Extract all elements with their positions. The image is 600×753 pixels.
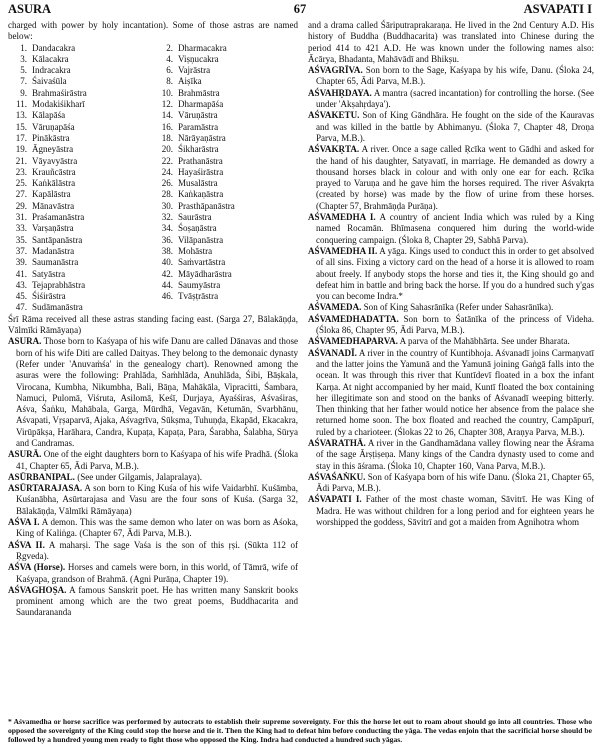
dictionary-entry <box>308 212 594 246</box>
astra-number: 6. <box>166 65 173 76</box>
left-column <box>8 20 298 619</box>
entry-text: A son born to King Kuśa of his wife Vaidarbhī. Kuśāmba, Kuśanābha, Asūrtarajasa and Vasu are the four sons of Kuśa. (Sarga 32, Bālakāṇḍa, Vālmīki Rāmāyaṇa) <box>16 483 298 516</box>
astra-name: Nārāyaṇāstra <box>178 132 226 143</box>
astra-name: Prasthāpanāstra <box>178 200 235 211</box>
astra-name: Vilāpanāstra <box>178 234 224 245</box>
astra-list-item <box>156 76 298 87</box>
astra-name: Vāruṇāstra <box>178 110 218 121</box>
entry-text: Son born to the Sage, Kaśyapa by his wife, Danu. (Śloka 24, Chapter 65, Ādi Parva, M.B.). <box>316 65 594 87</box>
entry-headword: AŚVAGHOṢA. <box>8 584 67 595</box>
astra-name: Tvāṣṭrāstra <box>178 291 219 302</box>
dictionary-entry <box>8 585 298 619</box>
astra-name: Madanāstra <box>32 245 75 256</box>
astra-number: 14. <box>161 110 173 121</box>
astra-name: Sudāmanāstra <box>32 302 83 313</box>
astra-number: 28. <box>161 189 173 200</box>
page-header <box>8 2 592 18</box>
entry-headword: AŚVAKETU. <box>308 110 360 121</box>
astra-name: Śikharāstra <box>178 144 219 155</box>
footnote: * Aśvamedha or horse sacrifice was performed by autocrats to establish their supreme sovereignty. For this the horse let out to roam about should go into all countries. Those who opposed the sovereignty of the King could stop the horse and tie it. Then the King had to defeat him before conducting the yāga. The vedas enjoin that the sacrificial horse should be followed by a hundred young men ready to fight those who opposed the King. Indra had conducted a hundred such yāgas. <box>8 717 592 744</box>
astra-list-item <box>10 269 152 280</box>
astra-number: 11. <box>16 99 27 110</box>
entry-headword: AŚVA II. <box>8 539 45 550</box>
left-entries <box>8 336 298 618</box>
astra-list-item <box>10 156 152 167</box>
astra-number: 23. <box>15 166 27 177</box>
astra-name: Musalāstra <box>178 178 218 189</box>
dictionary-entry <box>308 246 594 302</box>
astra-name: Māyādharāstra <box>178 268 232 279</box>
astra-number: 12. <box>161 99 173 110</box>
astra-number: 4. <box>166 53 173 64</box>
astra-number: 7. <box>20 76 27 87</box>
astra-list-item <box>156 246 298 257</box>
astra-number: 36. <box>161 234 173 245</box>
astra-name: Kaṅkālāstra <box>32 178 76 189</box>
entry-headword: AŚVAHṚDAYA. <box>308 87 372 98</box>
astra-number: 21. <box>15 155 27 166</box>
entry-text: Horses and camels were born, in this world, of Tāmrā, wife of Kaśyapa, grandson of Brahmā. (Agni Purāṇa, Chapter 19). <box>16 562 298 584</box>
entry-headword: AŚVARATHĀ. <box>308 437 366 448</box>
astra-list-item <box>156 144 298 155</box>
astra-list-item <box>10 189 152 200</box>
astra-list-item <box>10 167 152 178</box>
astra-number: 35. <box>15 234 27 245</box>
dictionary-entry <box>308 110 594 144</box>
astra-number: 41. <box>15 268 27 279</box>
dictionary-entry <box>308 336 594 347</box>
astra-name: Mohāstra <box>178 245 213 256</box>
entry-headword: AŚVAMEDA. <box>308 302 362 313</box>
astra-list-item <box>10 88 152 99</box>
astra-list-item <box>10 291 152 302</box>
astra-name: Śoṣaṇāstra <box>178 223 217 234</box>
astra-name: Paramāstra <box>178 121 219 132</box>
astra-name: Kaṅkaṇāstra <box>178 189 224 200</box>
astra-number: 27. <box>15 189 27 200</box>
entry-text: A mantra (sacred incantation) for controlling the horse. (See under 'Akṣahṛdaya'). <box>316 87 594 110</box>
astra-name: Indracakra <box>32 65 71 76</box>
entry-text: (See under Gilgamis, Jalapralaya). <box>74 471 203 482</box>
entry-text: A yāga. Kings used to conduct this in order to get absolved of all sins. Fixing a victory card on the head of a horse it is allowed to roam about freely. If anybody stops the horse and ties it, the King should go and defeat him in battle and bring back the horse. If you do a hundred such y'gas you can become Indra.* <box>316 245 594 302</box>
dictionary-entry <box>308 494 594 528</box>
dictionary-entry <box>8 517 298 540</box>
astra-name: Dandacakra <box>32 42 76 53</box>
astra-list-item <box>156 99 298 110</box>
astra-number: 29. <box>15 200 27 211</box>
astra-name: Śaivaśūla <box>32 76 67 87</box>
astra-number: 22. <box>161 155 173 166</box>
astra-number: 40. <box>161 257 173 268</box>
entry-text: Son of King Gāndhāra. He fought on the side of the Kauravas and was killed in the battle by Abhimanyu. (Śloka 7, Chapter 48, Droṇa Parva, M.B.). <box>316 110 594 143</box>
astra-number: 5. <box>20 65 27 76</box>
astra-list-item <box>156 88 298 99</box>
astra-number: 15. <box>15 121 27 132</box>
astra-number: 44. <box>161 279 173 290</box>
astra-list-item <box>10 110 152 121</box>
dictionary-entry <box>308 348 594 438</box>
astra-list <box>10 43 298 314</box>
dictionary-entry <box>8 472 298 483</box>
header-left-guide-word: ASURA <box>8 2 52 16</box>
astra-number: 26. <box>161 178 173 189</box>
dictionary-entry <box>308 472 594 495</box>
astra-name: Śiśirāstra <box>32 291 66 302</box>
astra-number: 45. <box>15 291 27 302</box>
astra-number: 8. <box>166 76 173 87</box>
entry-text: Son of King Sahasrānīka (Refer under Sahasrānīka). <box>361 302 554 313</box>
astra-name: Tejaprabhāstra <box>32 279 86 290</box>
astra-list-item <box>10 178 152 189</box>
astra-list-item <box>10 144 152 155</box>
astra-list-item <box>10 133 152 144</box>
astra-name: Brahmaśirāstra <box>32 87 87 98</box>
astra-number: 33. <box>15 223 27 234</box>
astra-number: 39. <box>15 257 27 268</box>
astra-list-item <box>10 99 152 110</box>
dictionary-entry <box>308 438 594 472</box>
entry-headword: AŚVAŚAṄKU. <box>308 471 366 482</box>
dictionary-entry <box>8 562 298 585</box>
entry-headword: ASURA. <box>8 336 42 347</box>
astra-number: 2. <box>166 42 173 53</box>
entry-text: Those born to Kaśyapa of his wife Danu are called Dānavas and those born of his wife Diti are called Daityas. They belong to the demonaic dynasty (Refer under 'Anuvaṁśa' in the genealogy chart). Renowned among the asuras were the following: Prahlāda, Saṁhlāda, Anuhlāda, Śibi, Bāṣkala, Virocana, Kumbha, Nikumbha, Bali, Bāṇa, Mahākāla, Vipracitti, Śambara, Namuci, Pulomā, Viśruta, Asilomā, Keśī, Durjaya, Ayaśśiras, Aśvaśiras, Aśva, Śaṅku, Mahābala, Gargа, Mūrdhā, Vegavān, Ketumān, Svarbhānu, Aśvapati, Vṛṣaparvā, Ajaka, Aśvagrīva, Sūkṣma, Tuhuṇḍa, Ekapād, Ekacakra, Virūpākṣa, Harāhara, Candra, Kupaṭa, Kapaṭa, Para, Śarabha, Śalabha, Sūrya and Candramas. <box>16 336 298 448</box>
astra-number: 19. <box>15 144 27 155</box>
astra-number: 25. <box>15 178 27 189</box>
astra-name: Vāyavyāstra <box>32 155 78 166</box>
dictionary-entry <box>8 449 298 472</box>
astra-number: 37. <box>15 245 27 256</box>
astra-number: 10. <box>161 87 173 98</box>
astra-name: Santāpanāstra <box>32 234 83 245</box>
entry-text: A river in the country of Kuntibhoja. Aśvanadī joins Carmaṇvatī and the latter joins the Yamunā and the Yamunā joining Gaṅgā falls into the ocean. It was through this river that Kuntīdevī floated in a box the infant Karṇa. At night accompanied by her maid, Kuntī floated the box containing her illegitimate son and stood on the banks of Aśvanadī weeping bitterly. Then thinking that her father would notice her absence from the palace she returned home soon. The box floated and reached the country, Campāpurī, ruled by a charioteer. (Ślokas 22 to 26, Chapter 308, Araṇya Parva, M.B.). <box>316 347 594 437</box>
astra-name: Varṣaṇāstra <box>32 223 74 234</box>
entry-headword: AŚVAMEDHADATTA. <box>308 313 399 324</box>
header-right-guide-word: ASVAPATI I <box>523 2 592 16</box>
astra-name: Kālacakra <box>32 53 69 64</box>
astra-name: Vajrāstra <box>178 65 211 76</box>
astra-list-item <box>156 54 298 65</box>
right-entries <box>308 65 594 528</box>
astra-number: 20. <box>161 144 173 155</box>
astra-list-item <box>10 54 152 65</box>
entry-headword: AŚVA I. <box>8 517 40 528</box>
entry-headword: AŚVAMEDHA I. <box>308 212 376 223</box>
dictionary-entry <box>308 65 594 88</box>
dictionary-entry <box>308 302 594 313</box>
entry-text: A river. Once a sage called Ṛcīka went to Gādhi and asked for the hand of his daughter, Satyavatī, in marriage. He demanded as dowry a thousand horses black in colour and with only one ear for each. Ṛcīka prayed to Varuṇa and he gave him the horses required. The river Aśvakṛta (created by horse) was made by the flow of urine from these horses. (Chapter 57, Brahmāṇḍa Purāṇa). <box>316 144 594 211</box>
astra-number: 9. <box>20 87 27 98</box>
astra-name: Kapālāstra <box>32 189 71 200</box>
astra-number: 32. <box>161 212 173 223</box>
astra-list-item <box>10 280 152 291</box>
astra-name: Hayaśirāstra <box>178 166 224 177</box>
entry-headword: AŚVANADĪ. <box>308 347 357 358</box>
astra-name: Dharmapāśa <box>178 99 224 110</box>
astra-list-item <box>156 223 298 234</box>
astra-list-item <box>10 201 152 212</box>
astra-name: Vāruṇapāśa <box>32 121 75 132</box>
astra-name: Saumanāstra <box>32 257 79 268</box>
entry-text: A demon. This was the same demon who later on was born as Aśoka, King of Kaliṅga. (Chapter 67, Ādi Parva, M.B.). <box>16 517 298 539</box>
astra-number: 42. <box>161 268 173 279</box>
astra-after-list: Śrī Rāma received all these astras standing facing east. (Sarga 27, Bālakāṇḍa, Vālmīki Rāmāyaṇa) <box>8 313 298 336</box>
astra-list-item <box>156 43 298 54</box>
astra-list-item <box>156 189 298 200</box>
astra-list-item <box>156 235 298 246</box>
dictionary-entry <box>308 314 594 337</box>
astra-list-item <box>10 76 152 87</box>
astra-number: 46. <box>161 291 173 302</box>
astra-number: 16. <box>161 121 173 132</box>
entry-headword: AŚVAMEDHAPARVA. <box>308 336 398 347</box>
astra-number: 34. <box>161 223 173 234</box>
astra-number: 18. <box>161 132 173 143</box>
astra-list-item <box>156 122 298 133</box>
entry-text: A maharṣi. The sage Vaśa is the son of this ṛṣi. (Sūkta 112 of Ṛgveda). <box>16 539 298 561</box>
entry-headword: AŚVAMEDHA II. <box>308 245 378 256</box>
entry-headword: ASŪRBANIPAL. <box>8 471 75 482</box>
astra-list-item <box>10 246 152 257</box>
astra-number: 47. <box>15 302 27 313</box>
astra-name: Viṣṇucakra <box>178 53 219 64</box>
astra-name: Dharmacakra <box>178 42 227 53</box>
astra-name: Brahmāstra <box>178 87 220 98</box>
astra-number: 1. <box>20 42 27 53</box>
astra-number: 13. <box>15 110 27 121</box>
entry-text: A parva of the Mahābhārta. See under Bharata. <box>397 336 570 347</box>
astra-list-item <box>156 133 298 144</box>
right-continuation: and a drama called Śāriputraprakaraṇa. He lived in the 2nd Century A.D. His history of Buddha (Buddhacarita) was translated into Chinese during the period 414 to 421 A.D. He was known under the following names also: Ācārya, Bhadanta, Mahāvādī and Bhikṣu. <box>308 20 594 64</box>
astra-list-item <box>10 212 152 223</box>
astra-list-item <box>156 257 298 268</box>
astra-list-item <box>156 212 298 223</box>
astra-list-item <box>10 65 152 76</box>
astra-name: Modakiśikharī <box>32 99 85 110</box>
entry-text: A famous Sanskrit poet. He has written many Sanskrit books prominent among which are the two great poems, Buddhacarita and Saundarananda <box>16 584 298 618</box>
astra-list-item <box>156 291 298 302</box>
astra-list-item <box>10 223 152 234</box>
astra-list-item <box>156 110 298 121</box>
astra-number: 17. <box>15 132 27 143</box>
astra-name: Prathanāstra <box>178 155 223 166</box>
astra-number: 31. <box>15 212 27 223</box>
astra-name: Pinākāstra <box>32 132 70 143</box>
entry-headword: AŚVA (Horse). <box>8 562 66 573</box>
entry-text: Father of the most chaste woman, Sāvitrī. He was King of Madra. He was without children for a long period and for eighteen years he worshipped the goddess, Sāvitrī and got a maiden from Agnihotra whom <box>316 494 594 528</box>
astra-name: Krauñcāstra <box>32 166 76 177</box>
astra-number: 30. <box>161 200 173 211</box>
astra-name: Aiṣīka <box>178 76 202 87</box>
astra-name: Praśamanāstra <box>32 212 85 223</box>
entry-headword: AŚVAPATI I. <box>308 494 362 505</box>
astra-list-item <box>10 122 152 133</box>
entry-headword: ASURĀ. <box>8 449 42 460</box>
astra-name: Āgneyāstra <box>32 144 74 155</box>
astra-name: Saṁvartāstra <box>178 257 226 268</box>
astra-name: Kālapāśa <box>32 110 66 121</box>
page-number: 67 <box>293 2 307 16</box>
astra-list-item <box>10 302 152 313</box>
dictionary-entry <box>308 144 594 212</box>
entry-text: Son born to Śatānīka of the princess of Videha. (Śloka 86, Chapter 95, Ādi Parva, M.B.). <box>316 313 594 336</box>
astra-name: Saumyāstra <box>178 279 221 290</box>
astra-name: Mānavāstra <box>32 200 75 211</box>
astra-number: 43. <box>15 279 27 290</box>
dictionary-entry <box>8 483 298 517</box>
astra-list-item <box>10 43 152 54</box>
entry-text: A country of ancient India which was ruled by a King named Rocamān. Bhīmasena conquered him during the world-wide conquering campaign. (Śloka 8, Chapter 29, Sabhā Parva). <box>316 212 595 245</box>
astra-number: 3. <box>20 53 27 64</box>
astra-list-item <box>156 178 298 189</box>
astra-name: Saurāstra <box>178 212 212 223</box>
entry-text: Son of Kaśyapa born of his wife Danu. (Śloka 21, Chapter 65, Ādi Parva, M.B.). <box>316 471 594 494</box>
entry-text: A river in the Gandhamādana valley flowing near the Āśrama of the sage Ārṣṭiṣeṇa. Many kings of the Candra dynasty used to come and stay in this āśrama. (Śloka 10, Chapter 160, Vana Parva, M.B.). <box>316 437 594 471</box>
astra-list-item <box>10 257 152 268</box>
entry-headword: AŚVAKṚTA. <box>308 144 360 155</box>
astra-list-item <box>156 167 298 178</box>
astra-list-item <box>156 201 298 212</box>
astra-intro: charged with power by holy incantation). Some of those astras are named below: <box>8 20 298 42</box>
dictionary-entry <box>8 540 298 563</box>
entry-headword: ASŪRTARAJASA. <box>8 483 83 494</box>
astra-number: 38. <box>161 245 173 256</box>
right-column <box>308 20 594 528</box>
astra-list-item <box>156 156 298 167</box>
entry-text: One of the eight daughters born to Kaśyapa of his wife Pradhā. (Śloka 41, Chapter 65, Ādi Parva, M.B.). <box>16 449 298 471</box>
dictionary-entry <box>308 88 594 111</box>
entry-headword: AŚVAGRĪVA. <box>308 65 363 76</box>
astra-number: 24. <box>161 166 173 177</box>
astra-list-item <box>156 269 298 280</box>
dictionary-entry <box>8 336 298 449</box>
astra-list-item <box>10 235 152 246</box>
astra-list-item <box>156 65 298 76</box>
astra-list-item <box>156 280 298 291</box>
astra-name: Satyāstra <box>32 268 66 279</box>
